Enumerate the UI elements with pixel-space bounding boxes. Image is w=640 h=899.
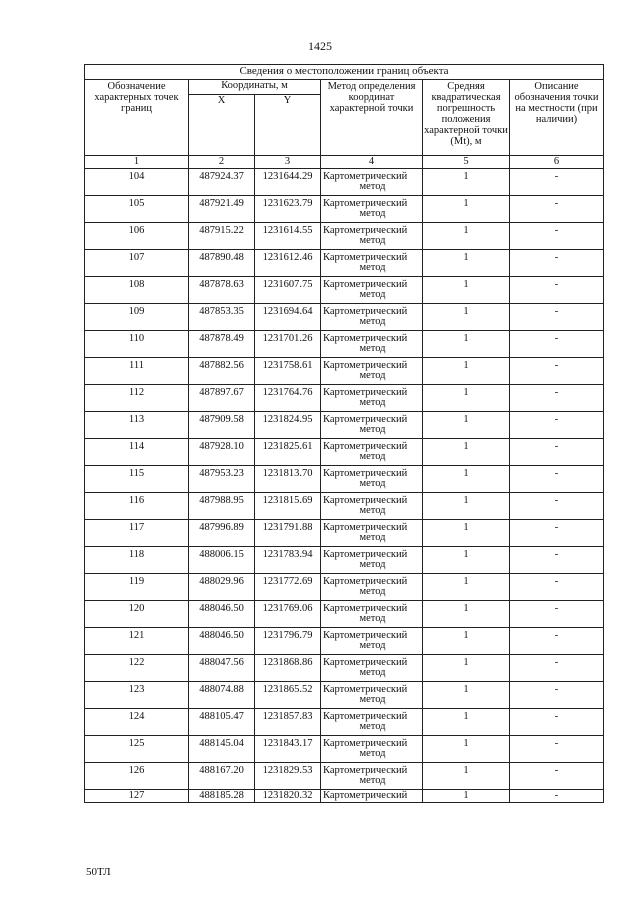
cell-x: 487996.89 [189,520,255,547]
cell-method [321,358,423,385]
cell-description: - [510,385,604,412]
cell-method [321,331,423,358]
cell-point-id: 117 [85,520,189,547]
method-line: метод [359,478,386,489]
cell-description: - [510,331,604,358]
header-method: Метод определения координат характерной точки [321,80,423,156]
method-line: Картометрический [323,306,408,317]
cell-method [321,601,423,628]
cell-point-id: 116 [85,493,189,520]
cell-description: - [510,466,604,493]
table-row [85,250,604,277]
cell-description: - [510,790,604,803]
cell-description: - [510,682,604,709]
table-row [85,520,604,547]
cell-y: 1231758.61 [255,358,321,385]
cell-point-id: 119 [85,574,189,601]
method-line: Картометрический [323,657,408,668]
cell-y: 1231865.52 [255,682,321,709]
cell-description: - [510,574,604,601]
cell-y: 1231824.95 [255,412,321,439]
cell-description: - [510,628,604,655]
cell-y: 1231813.70 [255,466,321,493]
cell-error: 1 [423,790,510,803]
method-line: метод [359,694,386,705]
cell-y: 1231701.26 [255,331,321,358]
cell-x: 487853.35 [189,304,255,331]
method-line: метод [359,289,386,300]
cell-method [321,385,423,412]
method-line: метод [359,532,386,543]
cell-point-id: 124 [85,709,189,736]
table-row [85,655,604,682]
table-row [85,169,604,196]
cell-point-id: 104 [85,169,189,196]
cell-y: 1231791.88 [255,520,321,547]
cell-y: 1231614.55 [255,223,321,250]
cell-x: 487878.49 [189,331,255,358]
method-line: Картометрический [323,198,408,209]
cell-error: 1 [423,709,510,736]
cell-x: 488046.50 [189,628,255,655]
table-row [85,763,604,790]
table-row [85,358,604,385]
method-line: метод [359,586,386,597]
cell-y: 1231783.94 [255,547,321,574]
cell-point-id: 121 [85,628,189,655]
cell-error: 1 [423,277,510,304]
cell-error: 1 [423,358,510,385]
cell-error: 1 [423,439,510,466]
cell-method [321,709,423,736]
method-line: Картометрический [323,576,408,587]
method-line: Картометрический [323,630,408,641]
method-line: Картометрический [323,522,408,533]
cell-x: 488167.20 [189,763,255,790]
column-number: 4 [321,156,423,169]
method-line: метод [359,559,386,570]
cell-y: 1231623.79 [255,196,321,223]
method-line: Картометрический [323,441,408,452]
cell-y: 1231829.53 [255,763,321,790]
column-number: 3 [255,156,321,169]
cell-method [321,763,423,790]
method-line: метод [359,721,386,732]
cell-y: 1231857.83 [255,709,321,736]
cell-error: 1 [423,736,510,763]
cell-point-id: 107 [85,250,189,277]
cell-y: 1231612.46 [255,250,321,277]
method-line: метод [359,343,386,354]
method-line: Картометрический [323,360,408,371]
column-number: 2 [189,156,255,169]
table-body [85,169,604,790]
table-row [85,574,604,601]
method-line: метод [359,640,386,651]
cell-point-id: 109 [85,304,189,331]
cell-error: 1 [423,250,510,277]
column-number: 1 [85,156,189,169]
cell-x: 488145.04 [189,736,255,763]
cell-x: 487953.23 [189,466,255,493]
method-line: Картометрический [323,333,408,344]
cell-y: 1231694.64 [255,304,321,331]
method-line: Картометрический [323,711,408,722]
cell-description: - [510,709,604,736]
method-line: метод [359,775,386,786]
cell-description: - [510,493,604,520]
method-line: метод [359,424,386,435]
cell-point-id: 126 [85,763,189,790]
method-line: Картометрический [323,603,408,614]
cell-y: 1231825.61 [255,439,321,466]
method-line: метод [359,505,386,516]
table-row [85,709,604,736]
cell-description: - [510,250,604,277]
cell-x: 487924.37 [189,169,255,196]
cell-description: - [510,223,604,250]
cell-method [321,655,423,682]
cell-x: 488029.96 [189,574,255,601]
cell-point-id: 111 [85,358,189,385]
cell-x: 488185.28 [189,790,255,803]
page-number: 1425 [308,39,332,53]
table-row [85,385,604,412]
cell-point-id: 118 [85,547,189,574]
cell-x: 488074.88 [189,682,255,709]
cell-error: 1 [423,412,510,439]
cell-method [321,547,423,574]
method-line: Картометрический [323,738,408,749]
table-row [85,547,604,574]
cell-description: - [510,763,604,790]
boundary-table [84,64,604,803]
table-row [85,466,604,493]
cell-point-id: 127 [85,790,189,803]
method-line: Картометрический [323,684,408,695]
cell-y: 1231764.76 [255,385,321,412]
table-row [85,412,604,439]
cell-method [321,277,423,304]
method-line: Картометрический [323,171,408,182]
method-line: Картометрический [323,414,408,425]
cell-error: 1 [423,169,510,196]
method-line: Картометрический [323,279,408,290]
cell-description: - [510,736,604,763]
method-line: метод [359,262,386,273]
cell-x: 487882.56 [189,358,255,385]
cell-y: 1231607.75 [255,277,321,304]
method-line: Картометрический [323,765,408,776]
method-line: метод [359,451,386,462]
method-line: метод [359,181,386,192]
cell-error: 1 [423,304,510,331]
cell-description: - [510,655,604,682]
cell-point-id: 108 [85,277,189,304]
cell-x: 487897.67 [189,385,255,412]
cell-description: - [510,520,604,547]
cell-error: 1 [423,682,510,709]
cell-error: 1 [423,520,510,547]
cell-method [321,574,423,601]
cell-point-id: 115 [85,466,189,493]
cell-description: - [510,412,604,439]
cell-point-id: 106 [85,223,189,250]
header-error: Средняя квадратическая погрешность положения характерной точки (Mt), м [423,80,510,156]
method-line: метод [359,748,386,759]
header-x: X [189,95,255,156]
cell-method [321,196,423,223]
cell-error: 1 [423,223,510,250]
method-line: Картометрический [323,549,408,560]
method-line: метод [359,316,386,327]
cell-error: 1 [423,763,510,790]
cell-method [321,682,423,709]
cell-method [321,250,423,277]
cell-error: 1 [423,493,510,520]
cell-point-id: 112 [85,385,189,412]
cell-x: 487928.10 [189,439,255,466]
table-row [85,331,604,358]
cell-error: 1 [423,601,510,628]
cell-point-id: 125 [85,736,189,763]
cell-method [321,412,423,439]
cell-x: 488046.50 [189,601,255,628]
cell-point-id: 105 [85,196,189,223]
method-line: Картометрический [323,387,408,398]
cell-description: - [510,439,604,466]
header-description: Описание обозначения точки на местности (при наличии) [510,80,604,156]
cell-y: 1231644.29 [255,169,321,196]
cell-method [321,169,423,196]
cell-method: Картометрический [321,790,423,803]
cell-error: 1 [423,196,510,223]
method-line: метод [359,667,386,678]
cell-error: 1 [423,655,510,682]
table-row [85,304,604,331]
column-number: 5 [423,156,510,169]
cell-method [321,304,423,331]
cell-y: 1231868.86 [255,655,321,682]
method-line: Картометрический [323,225,408,236]
cell-error: 1 [423,547,510,574]
cell-description: - [510,358,604,385]
cell-point-id: 114 [85,439,189,466]
cell-error: 1 [423,466,510,493]
cell-point-id: 110 [85,331,189,358]
table-row [85,223,604,250]
cell-description: - [510,547,604,574]
method-line: метод [359,235,386,246]
cell-x: 487921.49 [189,196,255,223]
cell-y: 1231843.17 [255,736,321,763]
table-row [85,736,604,763]
method-line: Картометрический [323,468,408,479]
table-row [85,790,604,803]
table-row [85,601,604,628]
table-title: Сведения о местоположении границ объекта [85,65,604,80]
cell-y: 1231772.69 [255,574,321,601]
cell-method [321,736,423,763]
footer-code: 50ТЛ [86,866,111,878]
method-line: метод [359,370,386,381]
table-row [85,277,604,304]
cell-x: 488105.47 [189,709,255,736]
cell-method [321,628,423,655]
cell-error: 1 [423,574,510,601]
cell-method [321,520,423,547]
method-line: метод [359,208,386,219]
column-number: 6 [510,156,604,169]
table-row [85,196,604,223]
header-designation: Обозначение характерных точек границ [85,80,189,156]
cell-y: 1231820.32 [255,790,321,803]
cell-point-id: 122 [85,655,189,682]
cell-y: 1231796.79 [255,628,321,655]
cell-y: 1231769.06 [255,601,321,628]
table-row [85,493,604,520]
cell-method [321,439,423,466]
cell-description: - [510,601,604,628]
cell-x: 487909.58 [189,412,255,439]
cell-point-id: 123 [85,682,189,709]
cell-x: 488047.56 [189,655,255,682]
cell-description: - [510,196,604,223]
cell-method [321,223,423,250]
table-row [85,628,604,655]
header-coordinates: Координаты, м [189,80,321,95]
cell-x: 487890.48 [189,250,255,277]
header-y: Y [255,95,321,156]
cell-x: 488006.15 [189,547,255,574]
method-line: метод [359,613,386,624]
cell-method [321,493,423,520]
cell-method [321,466,423,493]
method-line: Картометрический [323,252,408,263]
table-row [85,439,604,466]
cell-description: - [510,277,604,304]
cell-x: 487988.95 [189,493,255,520]
cell-point-id: 113 [85,412,189,439]
cell-error: 1 [423,385,510,412]
table-row [85,682,604,709]
cell-description: - [510,169,604,196]
cell-y: 1231815.69 [255,493,321,520]
cell-error: 1 [423,331,510,358]
cell-error: 1 [423,628,510,655]
cell-x: 487915.22 [189,223,255,250]
method-line: метод [359,397,386,408]
cell-point-id: 120 [85,601,189,628]
cell-description: - [510,304,604,331]
cell-x: 487878.63 [189,277,255,304]
method-line: Картометрический [323,495,408,506]
